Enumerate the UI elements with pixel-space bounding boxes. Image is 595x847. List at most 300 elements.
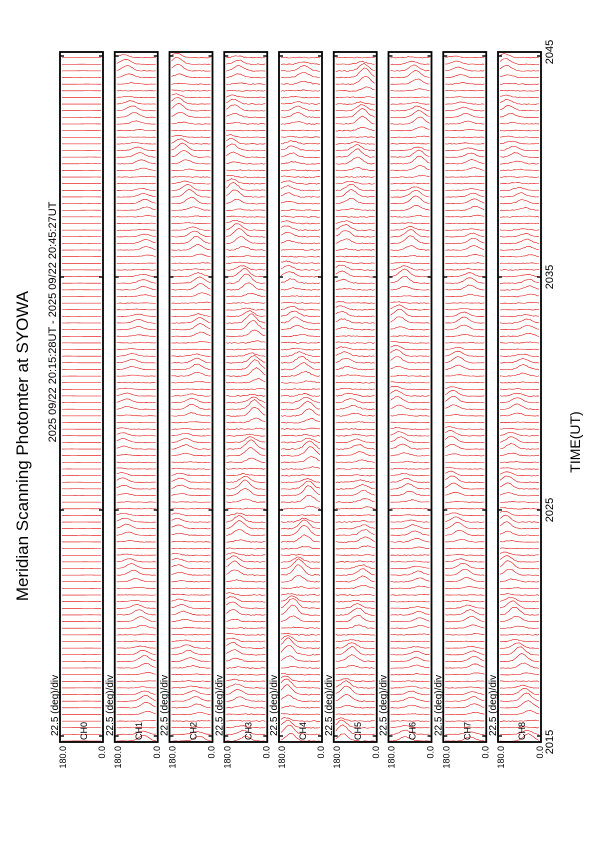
trace-line xyxy=(281,594,320,596)
trace-line xyxy=(117,711,156,714)
trace-line xyxy=(500,359,539,363)
trace-line xyxy=(391,594,430,595)
trace-line xyxy=(226,320,265,329)
trace-line xyxy=(172,341,211,343)
trace-line xyxy=(281,656,320,662)
trace-line xyxy=(281,526,320,536)
panel-traces xyxy=(281,57,320,741)
panel-traces xyxy=(500,54,539,742)
trace-line xyxy=(226,274,265,283)
trace-line xyxy=(445,129,484,131)
trace-line xyxy=(336,87,375,91)
trace-line xyxy=(117,147,156,151)
trace-line xyxy=(445,605,484,608)
trace-line xyxy=(500,315,539,317)
trace-line xyxy=(391,183,430,184)
trace-line xyxy=(281,325,320,330)
trace-line xyxy=(172,184,211,190)
trace-line xyxy=(117,129,156,130)
trace-line xyxy=(281,311,320,317)
trace-line xyxy=(445,687,484,688)
trace-line xyxy=(281,441,320,450)
trace-line xyxy=(500,389,539,390)
trace-line xyxy=(336,499,375,503)
trace-line xyxy=(336,382,375,383)
x-tick-labels xyxy=(544,40,556,754)
trace-line xyxy=(117,720,156,721)
trace-line xyxy=(445,278,484,284)
trace-line xyxy=(391,89,430,91)
trace-line xyxy=(172,302,211,303)
trace-line xyxy=(500,382,539,383)
trace-line xyxy=(172,90,211,91)
trace-line xyxy=(226,674,265,675)
trace-line xyxy=(391,309,430,317)
trace-line xyxy=(117,295,156,297)
trace-line xyxy=(445,83,484,85)
trace-line xyxy=(117,234,156,237)
trace-line xyxy=(445,501,484,502)
trace-line xyxy=(117,650,156,655)
scale-label: 22.5 (deg)/div xyxy=(379,675,390,736)
trace-line xyxy=(281,141,320,144)
trace-line xyxy=(117,320,156,324)
trace-line xyxy=(391,705,430,708)
trace-line xyxy=(172,666,211,669)
trace-line xyxy=(336,182,375,185)
y-tick-top: 180.0 xyxy=(113,746,123,769)
trace-line xyxy=(226,530,265,536)
trace-line xyxy=(445,285,484,290)
trace-line xyxy=(172,150,211,157)
trace-line xyxy=(500,223,539,224)
trace-line xyxy=(281,616,320,622)
trace-line xyxy=(391,57,430,58)
trace-line xyxy=(117,121,156,124)
trace-line xyxy=(445,263,484,264)
trace-line xyxy=(281,130,320,131)
trace-line xyxy=(172,513,211,516)
trace-line xyxy=(336,301,375,303)
trace-line xyxy=(500,444,539,450)
trace-line xyxy=(281,605,320,615)
trace-line xyxy=(445,531,484,536)
y-tick-bottom: 0.0 xyxy=(207,746,217,759)
trace-line xyxy=(281,216,320,218)
trace-line xyxy=(172,57,211,64)
trace-line xyxy=(445,107,484,111)
trace-line xyxy=(226,580,265,582)
trace-line xyxy=(500,398,539,403)
trace-line xyxy=(281,302,320,303)
trace-line xyxy=(172,389,211,390)
trace-line xyxy=(226,488,265,496)
trace-line xyxy=(117,578,156,582)
trace-line xyxy=(281,666,320,668)
trace-line xyxy=(172,611,211,615)
trace-line xyxy=(281,232,320,237)
trace-line xyxy=(172,263,211,264)
trace-line xyxy=(281,673,320,675)
trace-line xyxy=(445,160,484,164)
trace-line xyxy=(391,110,430,117)
trace-line xyxy=(500,153,539,158)
trace-line xyxy=(391,236,430,244)
trace-line xyxy=(117,303,156,304)
trace-line xyxy=(226,74,265,78)
trace-line xyxy=(500,462,539,463)
trace-line xyxy=(117,101,156,104)
trace-line xyxy=(445,74,484,77)
trace-line xyxy=(281,272,320,277)
trace-line xyxy=(226,308,265,310)
trace-line xyxy=(500,100,539,105)
trace-line xyxy=(500,146,539,151)
trace-line xyxy=(117,540,156,542)
trace-line xyxy=(391,515,430,516)
trace-line xyxy=(500,594,539,596)
trace-line xyxy=(226,714,265,715)
trace-line xyxy=(391,396,430,402)
trace-line xyxy=(226,130,265,131)
trace-line xyxy=(445,238,484,243)
trace-line xyxy=(226,689,265,695)
trace-line xyxy=(117,137,156,138)
trace-line xyxy=(391,317,430,323)
trace-line xyxy=(336,176,375,177)
trace-line xyxy=(172,314,211,317)
trace-line xyxy=(500,507,539,509)
trace-line xyxy=(281,565,320,576)
panel-traces xyxy=(391,57,430,742)
trace-line xyxy=(281,352,320,357)
trace-line xyxy=(172,650,211,655)
trace-line xyxy=(445,513,484,516)
channel-label: CH5 xyxy=(353,722,363,740)
trace-line xyxy=(391,673,430,675)
trace-line xyxy=(281,362,320,369)
trace-line xyxy=(281,261,320,264)
trace-line xyxy=(391,266,430,270)
trace-line xyxy=(336,460,375,463)
trace-line xyxy=(336,600,375,602)
trace-line xyxy=(500,453,539,456)
trace-line xyxy=(445,61,484,64)
trace-line xyxy=(391,686,430,688)
trace-line xyxy=(500,286,539,291)
trace-line xyxy=(117,508,156,509)
trace-line xyxy=(117,59,156,64)
trace-line xyxy=(117,274,156,276)
trace-line xyxy=(500,616,539,621)
trace-line xyxy=(117,691,156,695)
trace-line xyxy=(445,586,484,588)
trace-line xyxy=(445,387,484,390)
trace-line xyxy=(391,586,430,589)
trace-line xyxy=(117,610,156,615)
trace-line xyxy=(117,415,156,416)
trace-line xyxy=(226,570,265,576)
trace-line xyxy=(336,565,375,569)
trace-line xyxy=(226,355,265,363)
trace-line xyxy=(172,581,211,583)
trace-line xyxy=(445,721,484,722)
trace-line xyxy=(281,486,320,496)
trace-line xyxy=(281,645,320,655)
trace-line xyxy=(172,445,211,450)
trace-line xyxy=(336,97,375,98)
trace-line xyxy=(500,413,539,416)
trace-line xyxy=(117,142,156,144)
trace-line xyxy=(336,347,375,350)
trace-line xyxy=(391,520,430,522)
trace-line xyxy=(445,430,484,436)
trace-line xyxy=(281,106,320,111)
trace-line xyxy=(391,382,430,383)
x-axis-label: TIME(UT) xyxy=(567,411,583,472)
trace-line xyxy=(226,266,265,271)
trace-line xyxy=(391,175,430,177)
trace-line xyxy=(445,102,484,104)
trace-line xyxy=(500,59,539,65)
trace-line xyxy=(226,508,265,509)
trace-line xyxy=(281,66,320,72)
trace-line xyxy=(226,216,265,217)
trace-line xyxy=(500,681,539,682)
trace-line xyxy=(391,468,430,469)
trace-line xyxy=(226,397,265,403)
trace-line xyxy=(172,94,211,98)
channel-label: CH2 xyxy=(189,722,199,740)
trace-line xyxy=(281,146,320,151)
trace-line xyxy=(281,718,320,722)
trace-line xyxy=(172,293,211,297)
scale-label: 22.5 (deg)/div xyxy=(160,675,171,736)
trace-line xyxy=(500,685,539,688)
trace-line xyxy=(445,697,484,702)
trace-line xyxy=(172,588,211,589)
trace-line xyxy=(500,54,539,58)
trace-line xyxy=(117,616,156,621)
trace-line xyxy=(172,681,211,682)
scale-label: 22.5 (deg)/div xyxy=(214,675,225,736)
trace-line xyxy=(172,473,211,476)
trace-line xyxy=(500,404,539,410)
trace-line xyxy=(281,638,320,649)
trace-line xyxy=(391,657,430,662)
trace-line xyxy=(172,358,211,363)
trace-line xyxy=(117,229,156,230)
trace-line xyxy=(226,540,265,543)
trace-line xyxy=(172,558,211,562)
trace-line xyxy=(445,308,484,310)
trace-line xyxy=(500,428,539,429)
trace-line xyxy=(172,97,211,104)
trace-line xyxy=(391,571,430,575)
trace-line xyxy=(117,634,156,635)
trace-line xyxy=(117,554,156,555)
trace-line xyxy=(226,468,265,469)
trace-line xyxy=(172,354,211,357)
trace-line xyxy=(281,90,320,91)
trace-line xyxy=(172,713,211,715)
trace-line xyxy=(336,421,375,423)
trace-line xyxy=(500,193,539,198)
trace-line xyxy=(172,216,211,217)
trace-line xyxy=(226,262,265,264)
trace-line xyxy=(117,407,156,410)
trace-line xyxy=(281,434,320,436)
trace-line xyxy=(117,188,156,190)
trace-line xyxy=(172,74,211,78)
channel-label: CH8 xyxy=(517,722,527,740)
trace-line xyxy=(281,62,320,65)
trace-line xyxy=(281,181,320,184)
trace-line xyxy=(172,227,211,230)
scale-label: 22.5 (deg)/div xyxy=(105,675,116,736)
trace-line xyxy=(336,239,375,244)
trace-line xyxy=(172,394,211,397)
trace-line xyxy=(336,413,375,416)
trace-line xyxy=(445,269,484,270)
trace-line xyxy=(500,263,539,264)
trace-line xyxy=(445,246,484,251)
channel-label: CH7 xyxy=(462,722,472,740)
trace-line xyxy=(336,714,375,715)
trace-line xyxy=(226,633,265,635)
trace-line xyxy=(226,597,265,603)
trace-line xyxy=(500,294,539,297)
trace-line xyxy=(445,148,484,151)
trace-line xyxy=(500,393,539,396)
trace-line xyxy=(226,658,265,662)
trace-line xyxy=(500,365,539,370)
trace-line xyxy=(500,269,539,270)
trace-line xyxy=(445,351,484,356)
trace-line xyxy=(117,176,156,177)
trace-line xyxy=(445,492,484,496)
trace-line xyxy=(391,647,430,649)
trace-line xyxy=(336,525,375,529)
trace-line xyxy=(172,197,211,204)
trace-line xyxy=(117,309,156,310)
trace-line xyxy=(336,105,375,111)
trace-line xyxy=(281,438,320,443)
trace-line xyxy=(336,311,375,316)
trace-line xyxy=(172,533,211,535)
trace-line xyxy=(172,104,211,111)
trace-line xyxy=(281,685,320,695)
trace-line xyxy=(336,615,375,621)
trace-line xyxy=(336,142,375,145)
trace-line xyxy=(445,67,484,71)
trace-line xyxy=(172,309,211,310)
trace-line xyxy=(117,216,156,217)
trace-line xyxy=(281,457,320,463)
trace-line xyxy=(445,646,484,648)
trace-line xyxy=(336,480,375,483)
trace-line xyxy=(391,500,430,502)
trace-line xyxy=(391,444,430,449)
trace-line xyxy=(226,105,265,111)
trace-line xyxy=(281,317,320,324)
trace-line xyxy=(281,193,320,198)
trace-line xyxy=(391,97,430,98)
trace-line xyxy=(445,641,484,642)
trace-line xyxy=(500,169,539,171)
trace-line xyxy=(391,345,430,349)
trace-line xyxy=(281,221,320,224)
trace-line xyxy=(500,579,539,582)
trace-line xyxy=(391,70,430,77)
trace-line xyxy=(336,674,375,675)
trace-line xyxy=(281,162,320,165)
trace-line xyxy=(500,468,539,470)
trace-line xyxy=(391,422,430,423)
trace-line xyxy=(117,96,156,97)
trace-line xyxy=(117,193,156,197)
trace-line xyxy=(336,77,375,85)
trace-line xyxy=(281,495,320,502)
trace-line xyxy=(172,599,211,602)
trace-line xyxy=(445,229,484,231)
trace-line xyxy=(500,319,539,323)
trace-line xyxy=(226,638,265,642)
trace-line xyxy=(281,518,320,523)
trace-line xyxy=(281,559,320,569)
trace-line xyxy=(172,525,211,529)
trace-line xyxy=(172,176,211,177)
trace-line xyxy=(391,414,430,416)
trace-line xyxy=(445,254,484,257)
trace-line xyxy=(336,405,375,409)
trace-line xyxy=(336,102,375,105)
trace-line xyxy=(336,249,375,251)
trace-line xyxy=(172,674,211,675)
trace-line xyxy=(117,446,156,449)
y-tick-bottom: 0.0 xyxy=(97,746,107,759)
trace-line xyxy=(226,513,265,516)
trace-line xyxy=(500,626,539,628)
trace-line xyxy=(336,216,375,217)
trace-line xyxy=(172,485,211,489)
scale-label: 22.5 (deg)/div xyxy=(269,675,280,736)
trace-line xyxy=(117,625,156,628)
trace-line xyxy=(391,255,430,256)
chart-title: Meridian Scanning Photomter at SYOWA xyxy=(13,290,32,601)
trace-line xyxy=(281,279,320,284)
trace-line xyxy=(226,697,265,702)
trace-line xyxy=(281,389,320,390)
trace-line xyxy=(226,628,265,629)
panel-ch4 xyxy=(269,52,326,769)
trace-line xyxy=(500,515,539,522)
trace-line xyxy=(226,437,265,443)
trace-line xyxy=(445,664,484,668)
trace-line xyxy=(391,432,430,436)
trace-line xyxy=(172,691,211,695)
trace-line xyxy=(281,306,320,310)
trace-line xyxy=(172,645,211,649)
trace-line xyxy=(226,83,265,85)
trace-line xyxy=(445,554,484,555)
trace-line xyxy=(117,513,156,515)
trace-line xyxy=(500,639,539,641)
trace-line xyxy=(281,97,320,98)
y-tick-bottom: 0.0 xyxy=(535,746,545,759)
trace-line xyxy=(226,60,265,65)
trace-line xyxy=(445,193,484,197)
